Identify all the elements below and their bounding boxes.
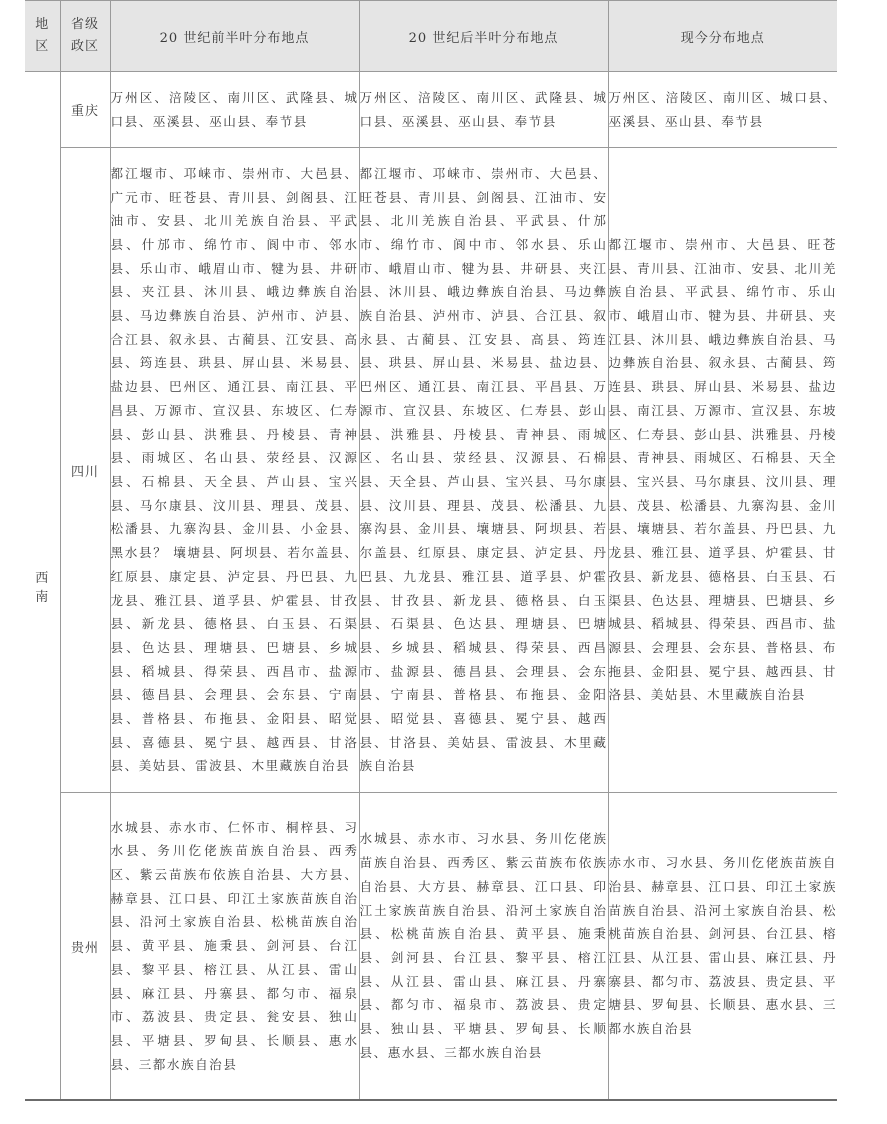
table-row-sichuan	[25, 148, 837, 793]
early-cell: 万州区、涪陵区、南川区、武隆县、城口县、巫溪县、巫山县、奉节县	[110, 72, 359, 148]
province-cell: 四川	[60, 148, 110, 793]
late-cell: 水城县、赤水市、习水县、务川仡佬族苗族自治县、西秀区、紫云苗族布依族自治县、大方县、赫章县、江口县、印江土家族苗族自治县、沿河土家族自治县、松桃苗族自治县、黄平县、施秉县、剑河县、台江县、黎平县、榕江县、从江县、雷山县、麻江县、丹寨县、都匀市、福泉市、荔波县、贵定县、独山县、平塘县、罗甸县、长顺县、惠水县、三都水族自治县	[359, 793, 608, 1100]
header-present: 现今分布地点	[608, 1, 837, 72]
header-province: 省级政区	[60, 1, 110, 72]
region-cell	[25, 72, 60, 1100]
now-cell: 赤水市、习水县、务川仡佬族苗族自治县、赫章县、江口县、印江土家族苗族自治县、沿河土家族自治县、松桃苗族自治县、剑河县、台江县、榕江县、从江县、雷山县、麻江县、丹寨县、都匀市、荔波县、贵定县、平塘县、罗甸县、长顺县、惠水县、三都水族自治县	[608, 793, 837, 1100]
now-cell: 万州区、涪陵区、南川区、城口县、巫溪县、巫山县、奉节县	[608, 72, 837, 148]
early-cell: 水城县、赤水市、仁怀市、桐梓县、习水县、务川仡佬族苗族自治县、西秀区、紫云苗族布依族自治县、大方县、赫章县、江口县、印江土家族苗族自治县、沿河土家族自治县、松桃苗族自治县、黄平县、施秉县、剑河县、台江县、黎平县、榕江县、从江县、雷山县、麻江县、丹寨县、都匀市、福泉市、荔波县、贵定县、瓮安县、独山县、平塘县、罗甸县、长顺县、惠水县、三都水族自治县	[110, 793, 359, 1100]
table-header-row	[25, 1, 837, 72]
late-cell: 都江堰市、邛崃市、崇州市、大邑县、旺苍县、青川县、剑阁县、江油市、安县、北川羌族自治县、平武县、什邡市、绵竹市、阆中市、邻水县、乐山市、峨眉山市、犍为县、井研县、夹江县、沐川县、峨边彝族自治县、马边彝族自治县、泸州市、泸县、合江县、叙永县、古蔺县、江安县、高县、筠连县、珙县、屏山县、米易县、盐边县、巴州区、通江县、南江县、平昌县、万源市、宣汉县、东坡区、仁寿县、彭山县、洪雅县、丹棱县、青神县、雨城区、名山县、荥经县、汉源县、石棉县、天全县、芦山县、宝兴县、马尔康县、汶川县、理县、茂县、松潘县、九寨沟县、金川县、壤塘县、阿坝县、若尔盖县、红原县、康定县、泸定县、丹巴县、九龙县、雅江县、道孚县、炉霍县、甘孜县、新龙县、德格县、白玉县、石渠县、色达县、理塘县、巴塘县、乡城县、稻城县、得荣县、西昌市、盐源县、德昌县、会理县、会东县、宁南县、普格县、布拖县、金阳县、昭觉县、喜德县、冕宁县、越西县、甘洛县、美姑县、雷波县、木里藏族自治县	[359, 148, 608, 793]
table-bottom-rule	[25, 1099, 837, 1101]
header-late-20th: 20 世纪后半叶分布地点	[359, 1, 608, 72]
late-cell: 万州区、涪陵区、南川区、武隆县、城口县、巫溪县、巫山县、奉节县	[359, 72, 608, 148]
distribution-table	[25, 0, 837, 1100]
province-cell: 重庆	[60, 72, 110, 148]
early-cell: 都江堰市、邛崃市、崇州市、大邑县、广元市、旺苍县、青川县、剑阁县、江油市、安县、北川羌族自治县、平武县、什邡市、绵竹市、阆中市、邻水县、乐山市、峨眉山市、犍为县、井研县、夹江县、沐川县、峨边彝族自治县、马边彝族自治县、泸州市、泸县、合江县、叙永县、古蔺县、江安县、高县、筠连县、珙县、屏山县、米易县、盐边县、巴州区、通江县、南江县、平昌县、万源市、宣汉县、东坡区、仁寿县、彭山县、洪雅县、丹棱县、青神县、雨城区、名山县、荥经县、汉源县、石棉县、天全县、芦山县、宝兴县、马尔康县、汶川县、理县、茂县、松潘县、九寨沟县、金川县、小金县、黑水县？ 壤塘县、阿坝县、若尔盖县、红原县、康定县、泸定县、丹巴县、九龙县、雅江县、道孚县、炉霍县、甘孜县、新龙县、德格县、白玉县、石渠县、色达县、理塘县、巴塘县、乡城县、稻城县、得荣县、西昌市、盐源县、德昌县、会理县、会东县、宁南县、普格县、布拖县、金阳县、昭觉县、喜德县、冕宁县、越西县、甘洛县、美姑县、雷波县、木里藏族自治县	[110, 148, 359, 793]
province-cell: 贵州	[60, 793, 110, 1100]
table-row-chongqing	[25, 72, 837, 148]
region-label: 西南	[35, 570, 50, 605]
header-region: 地区	[25, 1, 60, 72]
now-cell: 都江堰市、崇州市、大邑县、旺苍县、青川县、江油市、安县、北川羌族自治县、平武县、绵竹市、乐山市、峨眉山市、犍为县、井研县、夹江县、沐川县、峨边彝族自治县、马边彝族自治县、叙永县、古蔺县、筠连县、珙县、屏山县、米易县、盐边县、南江县、万源市、宣汉县、东坡区、仁寿县、彭山县、洪雅县、丹棱县、青神县、雨城区、石棉县、天全县、宝兴县、马尔康县、汶川县、理县、茂县、松潘县、九寨沟县、金川县、壤塘县、若尔盖县、丹巴县、九龙县、雅江县、道孚县、炉霍县、甘孜县、新龙县、德格县、白玉县、石渠县、色达县、理塘县、巴塘县、乡城县、稻城县、得荣县、西昌市、盐源县、会理县、会东县、普格县、布拖县、金阳县、冕宁县、越西县、甘洛县、美姑县、木里藏族自治县	[608, 148, 837, 793]
header-early-20th: 20 世纪前半叶分布地点	[110, 1, 359, 72]
table-row-guizhou	[25, 793, 837, 1100]
